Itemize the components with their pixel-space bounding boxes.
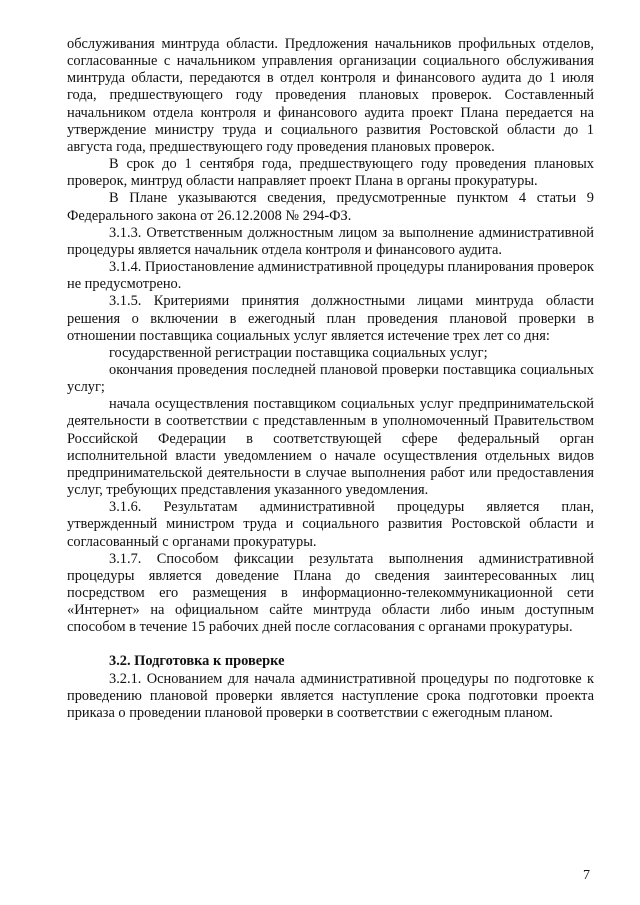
criterion-last-inspection: окончания проведения последней плановой проверки поставщика социальных услуг; bbox=[67, 361, 594, 396]
paragraph-prosecutor-deadline: В срок до 1 сентября года, предшествующего году проведения плановых проверок, минтруд области направляет проект Плана в органы прокуратуры. bbox=[67, 156, 594, 190]
paragraph-3-2-1: 3.2.1. Основанием для начала административной процедуры по подготовке к проведению плановой проверки является наступление срока подготовки проекта приказа о проведении плановой проверки в соответствии с ежегодным планом. bbox=[67, 670, 594, 721]
document-body bbox=[67, 36, 594, 722]
paragraph-3-1-3: 3.1.3. Ответственным должностным лицом за выполнение административной процедуры является начальник отдела контроля и финансового аудита. bbox=[67, 224, 594, 258]
criterion-activity-start: начала осуществления поставщиком социальных услуг предпринимательской деятельности в соответствии с представленным в уполномоченный Правительством Российской Федерации в соответствующей сфере федеральный орган исполнительной власти уведомлением о начале осуществления отдельных видов предпринимательской деятельности в случае выполнения работ или предоставления услуг, требующих представления указанного уведомления. bbox=[67, 396, 594, 499]
paragraph-plan-preparation: обслуживания минтруда области. Предложения начальников профильных отделов, согласованные с начальником управления организации социального обслуживания минтруда области, передаются в отдел контроля и финансового аудита до 1 июля года, предшествующего году проведения плановых проверок. Составленный начальником отдела контроля и финансового аудита проект Плана передается на утверждение министру труда и социального развития Ростовской области до 1 августа года, предшествующего году проведения плановых проверок. bbox=[67, 36, 594, 155]
paragraph-3-1-4: 3.1.4. Приостановление административной процедуры планирования проверок не предусмотрено. bbox=[67, 259, 594, 293]
paragraph-3-1-6: 3.1.6. Результатам административной процедуры является план, утвержденный министром труда и социального развития Ростовской области и согласованный с органами прокуратуры. bbox=[67, 499, 594, 550]
paragraph-3-1-5: 3.1.5. Критериями принятия должностными лицами минтруда области решения о включении в ежегодный план проведения плановой проверки в отношении поставщика социальных услуг является истечение трех лет со дня: bbox=[67, 293, 594, 344]
paragraph-3-1-7: 3.1.7. Способом фиксации результата выполнения административной процедуры является доведение Плана до сведения заинтересованных лиц посредством его размещения в информационно-телекоммуникационной сети «Интернет» на официальном сайте минтруда области либо иным доступным способом в течение 15 рабочих дней после согласования с органами прокуратуры. bbox=[67, 550, 594, 636]
paragraph-plan-contents: В Плане указываются сведения, предусмотренные пунктом 4 статьи 9 Федерального закона от 26.12.2008 № 294-ФЗ. bbox=[67, 190, 594, 224]
page-number: 7 bbox=[583, 868, 590, 883]
criterion-registration: государственной регистрации поставщика социальных услуг; bbox=[109, 344, 488, 361]
section-heading-3-2: 3.2. Подготовка к проверке bbox=[109, 653, 285, 670]
